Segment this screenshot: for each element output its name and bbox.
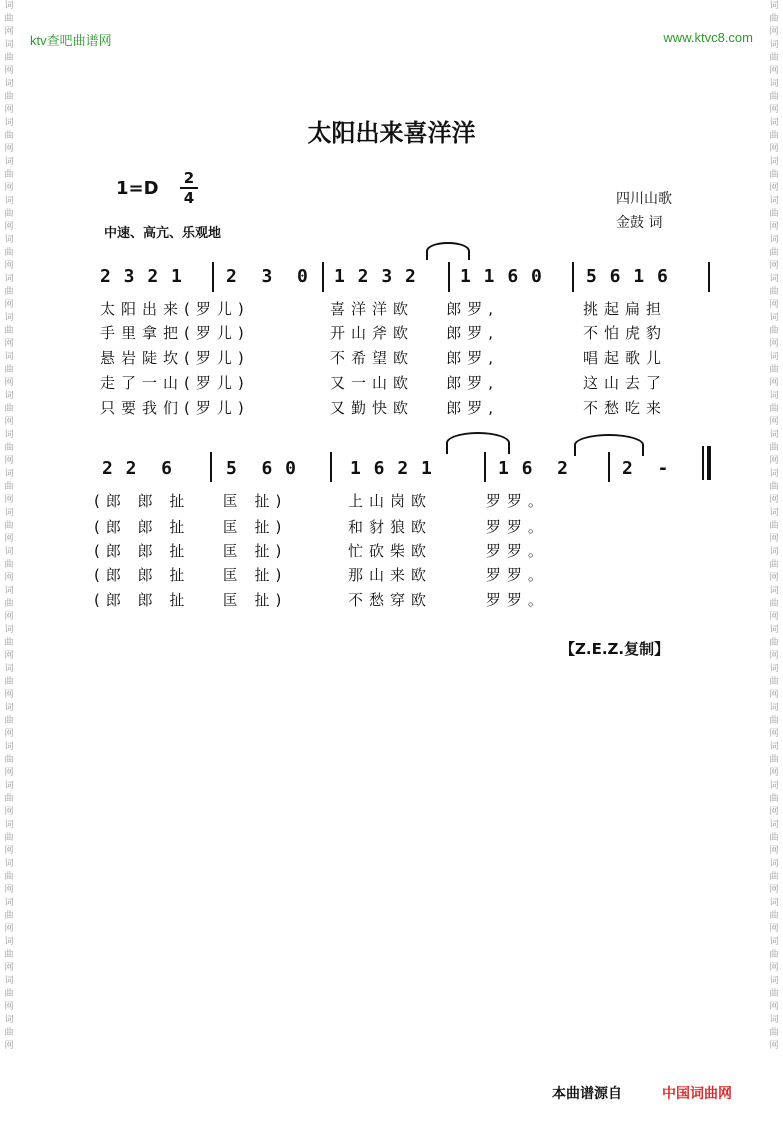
lyric-1b-4: 又一山欧 郎罗, [330,374,500,392]
barline [708,262,710,292]
song-title: 太阳出来喜洋洋 [307,119,476,147]
lyric-2b-4: 那山来欧 罗罗。 [348,566,549,584]
lyric-1c-1: 挑起扁担 [583,300,668,318]
time-bottom: 4 [183,189,195,207]
barline [210,452,212,482]
lyric-1b-5: 又勤快欧 郎罗, [330,399,500,417]
lyric-1-1: 太阳出来(罗儿) [100,300,250,318]
lyric-1c-5: 不愁吃来 [583,399,668,417]
lyric-1-2: 手里拿把(罗儿) [100,324,250,342]
measure-1-1: 2 3 2 1 [100,266,183,287]
site-url-right[interactable]: www.ktvc8.com [663,30,753,45]
measure-2-1: 2 2 6 [102,458,174,479]
watermark-left: 词曲网词曲网词曲网词曲网词曲网词曲网词曲网词曲网词曲网词曲网词曲网词曲网词曲网词曲网词曲网词曲网词曲网词曲网词曲网词曲网词曲网词曲网词曲网词曲网词曲网词曲网词曲网 [4,1,14,1051]
time-top: 2 [183,169,195,187]
barline [330,452,332,482]
measure-1-2: 2 3 0 [226,266,309,287]
lyric-1c-2: 不怕虎豹 [583,324,668,342]
barline [484,452,486,482]
end-barline-thick [707,446,711,480]
lyric-1b-2: 开山斧欧 郎罗, [330,324,500,342]
lyric-2b-1: 上山岗欧 罗罗。 [348,492,549,510]
barline [212,262,214,292]
site-name-left[interactable]: ktv查吧曲谱网 [30,33,112,48]
lyric-1-5: 只要我们(罗儿) [100,399,250,417]
time-signature [180,170,198,206]
measure-1-3: 1 2 3 2 [334,266,417,287]
watermark-right: 词曲网词曲网词曲网词曲网词曲网词曲网词曲网词曲网词曲网词曲网词曲网词曲网词曲网词曲网词曲网词曲网词曲网词曲网词曲网词曲网词曲网词曲网词曲网词曲网词曲网词曲网词曲网 [769,1,779,1051]
lyric-2-5: (郎 郎 扯 匡 扯) [94,591,288,609]
lyric-1b-1: 喜洋洋欧 郎罗, [330,300,500,318]
lyric-2b-3: 忙砍柴欧 罗罗。 [348,542,549,560]
lyric-2-4: (郎 郎 扯 匡 扯) [94,566,288,584]
lyric-2b-2: 和豺狼欧 罗罗。 [348,518,549,536]
source-label: 本曲谱源自 [552,1086,622,1102]
measure-2-4: 1 6 2 [498,458,570,479]
measure-1-5: 5 6 1 6 [586,266,669,287]
barline [448,262,450,292]
end-barline-thin [702,446,704,480]
song-origin: 四川山歌 [616,191,672,207]
copy-credit: 【Z.E.Z.复制】 [560,640,670,658]
lyricist: 金鼓 词 [616,215,663,231]
lyric-2-1: (郎 郎 扯 匡 扯) [94,492,288,510]
source-link[interactable]: 中国词曲网 [662,1086,732,1102]
lyric-2b-5: 不愁穿欧 罗罗。 [348,591,549,609]
lyric-1-3: 悬岩陡坎(罗儿) [100,349,250,367]
measure-2-5: 2 - [622,458,670,479]
slur [446,432,510,454]
lyric-2-2: (郎 郎 扯 匡 扯) [94,518,288,536]
measure-2-3: 1 6 2 1 [350,458,433,479]
slur [426,242,470,260]
barline [608,452,610,482]
measure-1-4: 1 1 6 0 [460,266,543,287]
lyric-1c-3: 唱起歌儿 [583,349,668,367]
key-signature: 1=D [116,178,159,199]
barline [572,262,574,292]
lyric-1-4: 走了一山(罗儿) [100,374,250,392]
tempo-marking: 中速、高亢、乐观地 [104,226,222,241]
measure-2-2: 5 6 0 [226,458,298,479]
lyric-1c-4: 这山去了 [583,374,668,392]
lyric-2-3: (郎 郎 扯 匡 扯) [94,542,288,560]
lyric-1b-3: 不希望欧 郎罗, [330,349,500,367]
barline [322,262,324,292]
